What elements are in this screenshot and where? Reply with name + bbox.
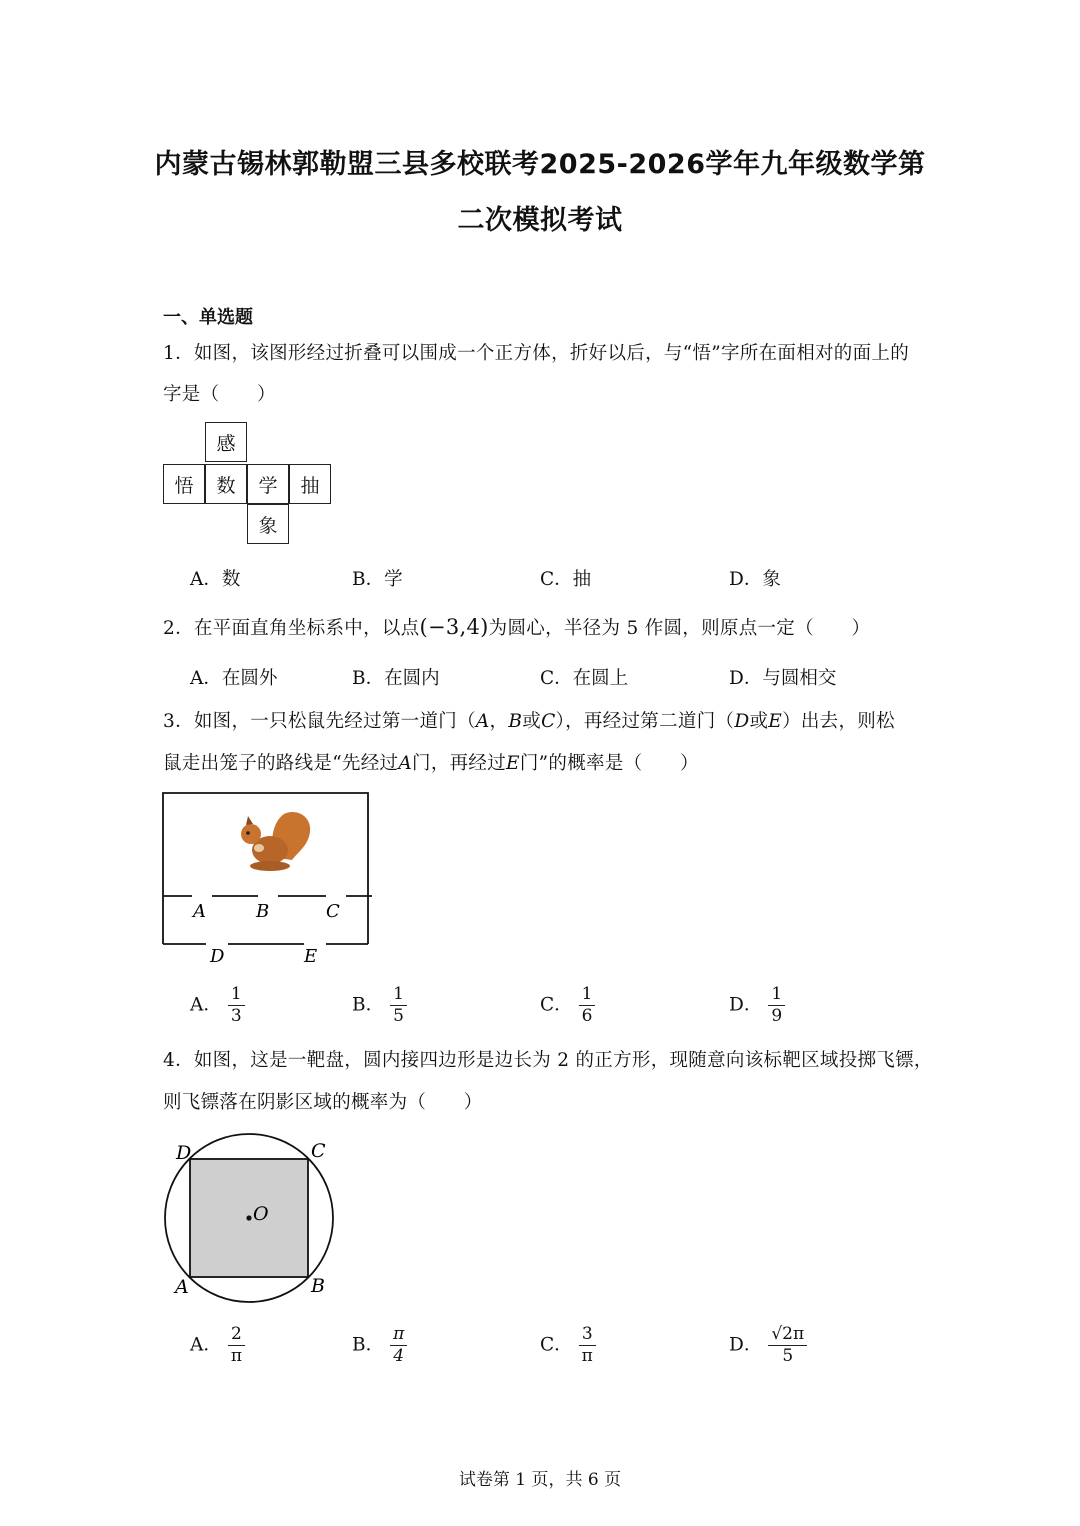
net-face-4: 抽 bbox=[289, 464, 331, 504]
q4-a-num: 2 bbox=[228, 1326, 245, 1346]
q3-text-line-2 bbox=[163, 749, 699, 775]
q3-l2-b: 门，再经过 bbox=[412, 753, 507, 774]
q3-option-a-fraction bbox=[228, 986, 245, 1025]
net-face-top: 感 bbox=[205, 422, 247, 462]
q3-l2-a: 鼠走出笼子的路线是“先经过 bbox=[163, 753, 399, 774]
q3-option-d[interactable] bbox=[729, 986, 785, 1025]
q3-l1-door-b: B bbox=[508, 711, 523, 732]
q4-text-line-2: 则飞镖落在阴影区域的概率为（ ） bbox=[163, 1092, 483, 1113]
q1-option-d[interactable]: D．象 bbox=[729, 569, 781, 590]
q4-b-den: 4 bbox=[393, 1346, 405, 1366]
q1-option-c[interactable]: C．抽 bbox=[540, 569, 592, 590]
title-line-2: 二次模拟考试 bbox=[457, 205, 623, 236]
q2-text-pre: 2．在平面直角坐标系中，以点 bbox=[163, 618, 420, 639]
q4-option-c[interactable] bbox=[540, 1326, 596, 1365]
q3-option-a[interactable] bbox=[190, 986, 245, 1025]
q3-l2-door-a: A bbox=[398, 753, 413, 774]
q4-option-b-label: B． bbox=[352, 1334, 385, 1356]
net-face-3: 学 bbox=[247, 464, 289, 504]
label-d: D bbox=[176, 1142, 192, 1164]
q4-a-den: π bbox=[230, 1346, 243, 1366]
q3-d-den: 9 bbox=[771, 1006, 783, 1026]
q4-option-b[interactable] bbox=[352, 1326, 407, 1365]
q3-l1-b: ），再经过第二道门（ bbox=[555, 711, 735, 732]
q2-option-b[interactable]: B．在圆内 bbox=[352, 668, 440, 689]
q3-b-num: 1 bbox=[390, 986, 407, 1006]
q2-option-c[interactable]: C．在圆上 bbox=[540, 668, 629, 689]
q2-option-a[interactable]: A．在圆外 bbox=[190, 668, 278, 689]
q3-l1-c: ）出去，则松 bbox=[782, 711, 895, 732]
q4-option-a-label: A． bbox=[190, 1334, 222, 1356]
q2-text bbox=[163, 614, 870, 640]
q3-l1-sep: ， bbox=[489, 711, 509, 732]
q3-l2-c: 门”的概率是（ ） bbox=[519, 753, 699, 774]
q4-option-a-fraction bbox=[228, 1326, 245, 1365]
q3-l1-door-e: E bbox=[768, 711, 783, 732]
q3-l1-or-1: 或 bbox=[522, 711, 542, 732]
label-o: O bbox=[253, 1203, 269, 1225]
q3-option-d-label: D． bbox=[729, 994, 763, 1016]
cube-net-figure bbox=[163, 422, 335, 547]
door-label-d: D bbox=[210, 946, 225, 967]
q3-option-b-label: B． bbox=[352, 994, 385, 1016]
center-point bbox=[246, 1215, 251, 1220]
door-label-a: A bbox=[193, 901, 206, 922]
q3-d-num: 1 bbox=[768, 986, 785, 1006]
q4-b-num: π bbox=[390, 1326, 407, 1346]
q4-option-a[interactable] bbox=[190, 1326, 245, 1365]
q4-d-num: √2π bbox=[768, 1326, 807, 1346]
q1-option-a[interactable]: A．数 bbox=[190, 569, 241, 590]
q3-b-den: 5 bbox=[393, 1006, 404, 1026]
q4-option-c-fraction bbox=[579, 1326, 596, 1365]
q4-c-num: 3 bbox=[579, 1326, 596, 1346]
net-face-1: 悟 bbox=[163, 464, 205, 504]
q2-point: (−3,4) bbox=[419, 615, 489, 639]
q3-l1-door-c: C bbox=[541, 711, 556, 732]
page-footer: 试卷第 1 页，共 6 页 bbox=[458, 1470, 622, 1490]
q1-text-line-1: 1．如图，该图形经过折叠可以围成一个正方体，折好以后，与“悟”字所在面相对的面上的 bbox=[163, 343, 909, 364]
q2-text-post: 为圆心，半径为 5 作圆，则原点一定（ ） bbox=[488, 618, 871, 639]
q3-option-c-label: C． bbox=[540, 994, 573, 1016]
q4-option-c-label: C． bbox=[540, 1334, 573, 1356]
q3-a-den: 3 bbox=[230, 1006, 242, 1026]
q3-option-c-fraction bbox=[579, 986, 596, 1025]
door-label-e: E bbox=[304, 946, 318, 967]
q3-c-den: 6 bbox=[581, 1006, 593, 1026]
q3-l1-door-d: D bbox=[734, 711, 750, 732]
q3-option-b[interactable] bbox=[352, 986, 407, 1025]
q4-d-den: 5 bbox=[782, 1346, 794, 1366]
q1-option-b[interactable]: B．学 bbox=[352, 569, 403, 590]
label-c: C bbox=[311, 1140, 326, 1162]
door-label-c: C bbox=[326, 901, 340, 922]
label-a: A bbox=[175, 1276, 189, 1298]
q3-l1-door-a: A bbox=[475, 711, 490, 732]
q3-text-line-1 bbox=[163, 707, 895, 733]
q2-option-d[interactable]: D．与圆相交 bbox=[729, 668, 837, 689]
q4-text-line-1: 4．如图，这是一靶盘，圆内接四边形是边长为 2 的正方形，现随意向该标靶区域投掷飞镖， bbox=[163, 1050, 933, 1071]
q4-c-den: π bbox=[581, 1346, 593, 1366]
q3-a-num: 1 bbox=[228, 986, 245, 1006]
squirrel-icon bbox=[241, 812, 310, 871]
squirrel-cage-figure bbox=[160, 788, 375, 970]
section-heading: 一、单选题 bbox=[163, 307, 253, 328]
q3-c-num: 1 bbox=[579, 986, 596, 1006]
q4-option-b-fraction bbox=[390, 1326, 407, 1365]
q3-option-d-fraction bbox=[768, 986, 785, 1025]
q4-option-d-fraction bbox=[768, 1326, 807, 1365]
label-b: B bbox=[311, 1275, 325, 1297]
q3-l1-or-2: 或 bbox=[749, 711, 769, 732]
net-face-bottom: 象 bbox=[247, 504, 289, 544]
q3-l2-door-e: E bbox=[506, 753, 520, 774]
q3-l1-a: 3．如图，一只松鼠先经过第一道门（ bbox=[163, 711, 476, 732]
title-line-1: 内蒙古锡林郭勒盟三县多校联考2025-2026学年九年级数学第 bbox=[154, 149, 926, 180]
q1-text-line-2: 字是（ ） bbox=[163, 384, 276, 405]
dartboard-figure bbox=[160, 1128, 345, 1313]
door-label-b: B bbox=[256, 901, 270, 922]
q3-option-b-fraction bbox=[390, 986, 407, 1025]
q4-option-d-label: D． bbox=[729, 1334, 763, 1356]
q4-option-d[interactable] bbox=[729, 1326, 807, 1365]
q3-option-a-label: A． bbox=[190, 994, 222, 1016]
net-face-2: 数 bbox=[205, 464, 247, 504]
q3-option-c[interactable] bbox=[540, 986, 595, 1025]
